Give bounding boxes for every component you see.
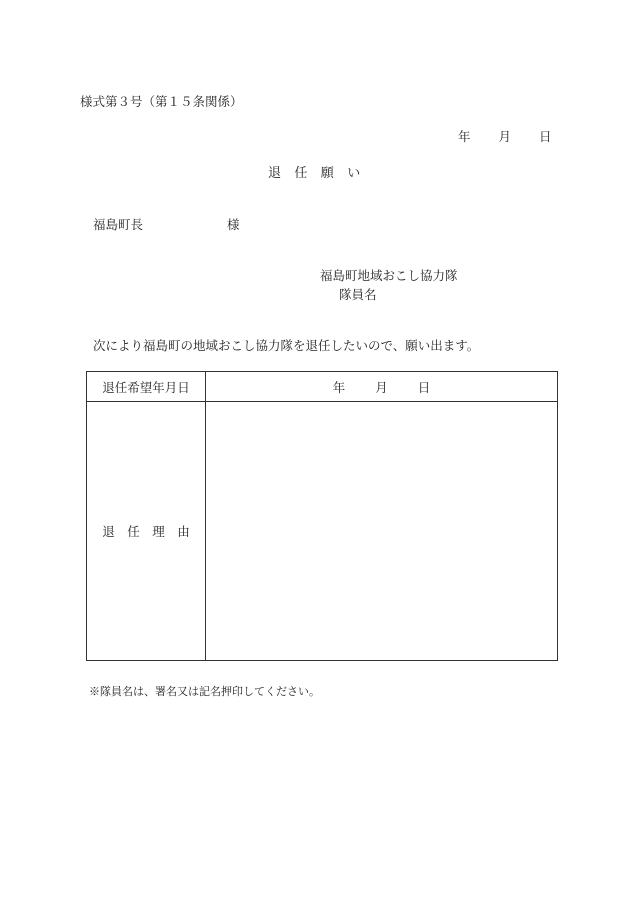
desired-date-label: 退任希望年月日 [87, 372, 206, 402]
form-number: 様式第３号（第１５条関係） [80, 94, 243, 109]
table-row-desired-date [87, 372, 558, 402]
desired-date-month: 月 [375, 379, 388, 395]
date-line [458, 131, 552, 144]
date-year-label: 年 [458, 129, 471, 144]
date-day-label: 日 [539, 129, 552, 144]
desired-date-day: 日 [417, 379, 431, 395]
document-title: 退 任 願 い [268, 166, 361, 181]
sender-member-label: 隊員名 [339, 287, 377, 302]
sender-organization: 福島町地域おこし協力隊 [320, 268, 458, 283]
resignation-table [86, 371, 558, 661]
date-month-label: 月 [498, 129, 512, 144]
addressee-name: 福島町長 [93, 217, 144, 232]
reason-value-field[interactable] [206, 402, 558, 661]
body-text: 次により福島町の地域おこし協力隊を退任したいので、願い出ます。 [93, 338, 480, 353]
desired-date-value[interactable] [206, 372, 558, 402]
reason-label: 退 任 理 由 [87, 402, 206, 661]
desired-date-year: 年 [332, 379, 346, 395]
table-row-reason [87, 402, 558, 661]
addressee-honorific: 様 [227, 217, 240, 232]
footnote: ※隊員名は、署名又は記名押印してください。 [89, 685, 320, 698]
